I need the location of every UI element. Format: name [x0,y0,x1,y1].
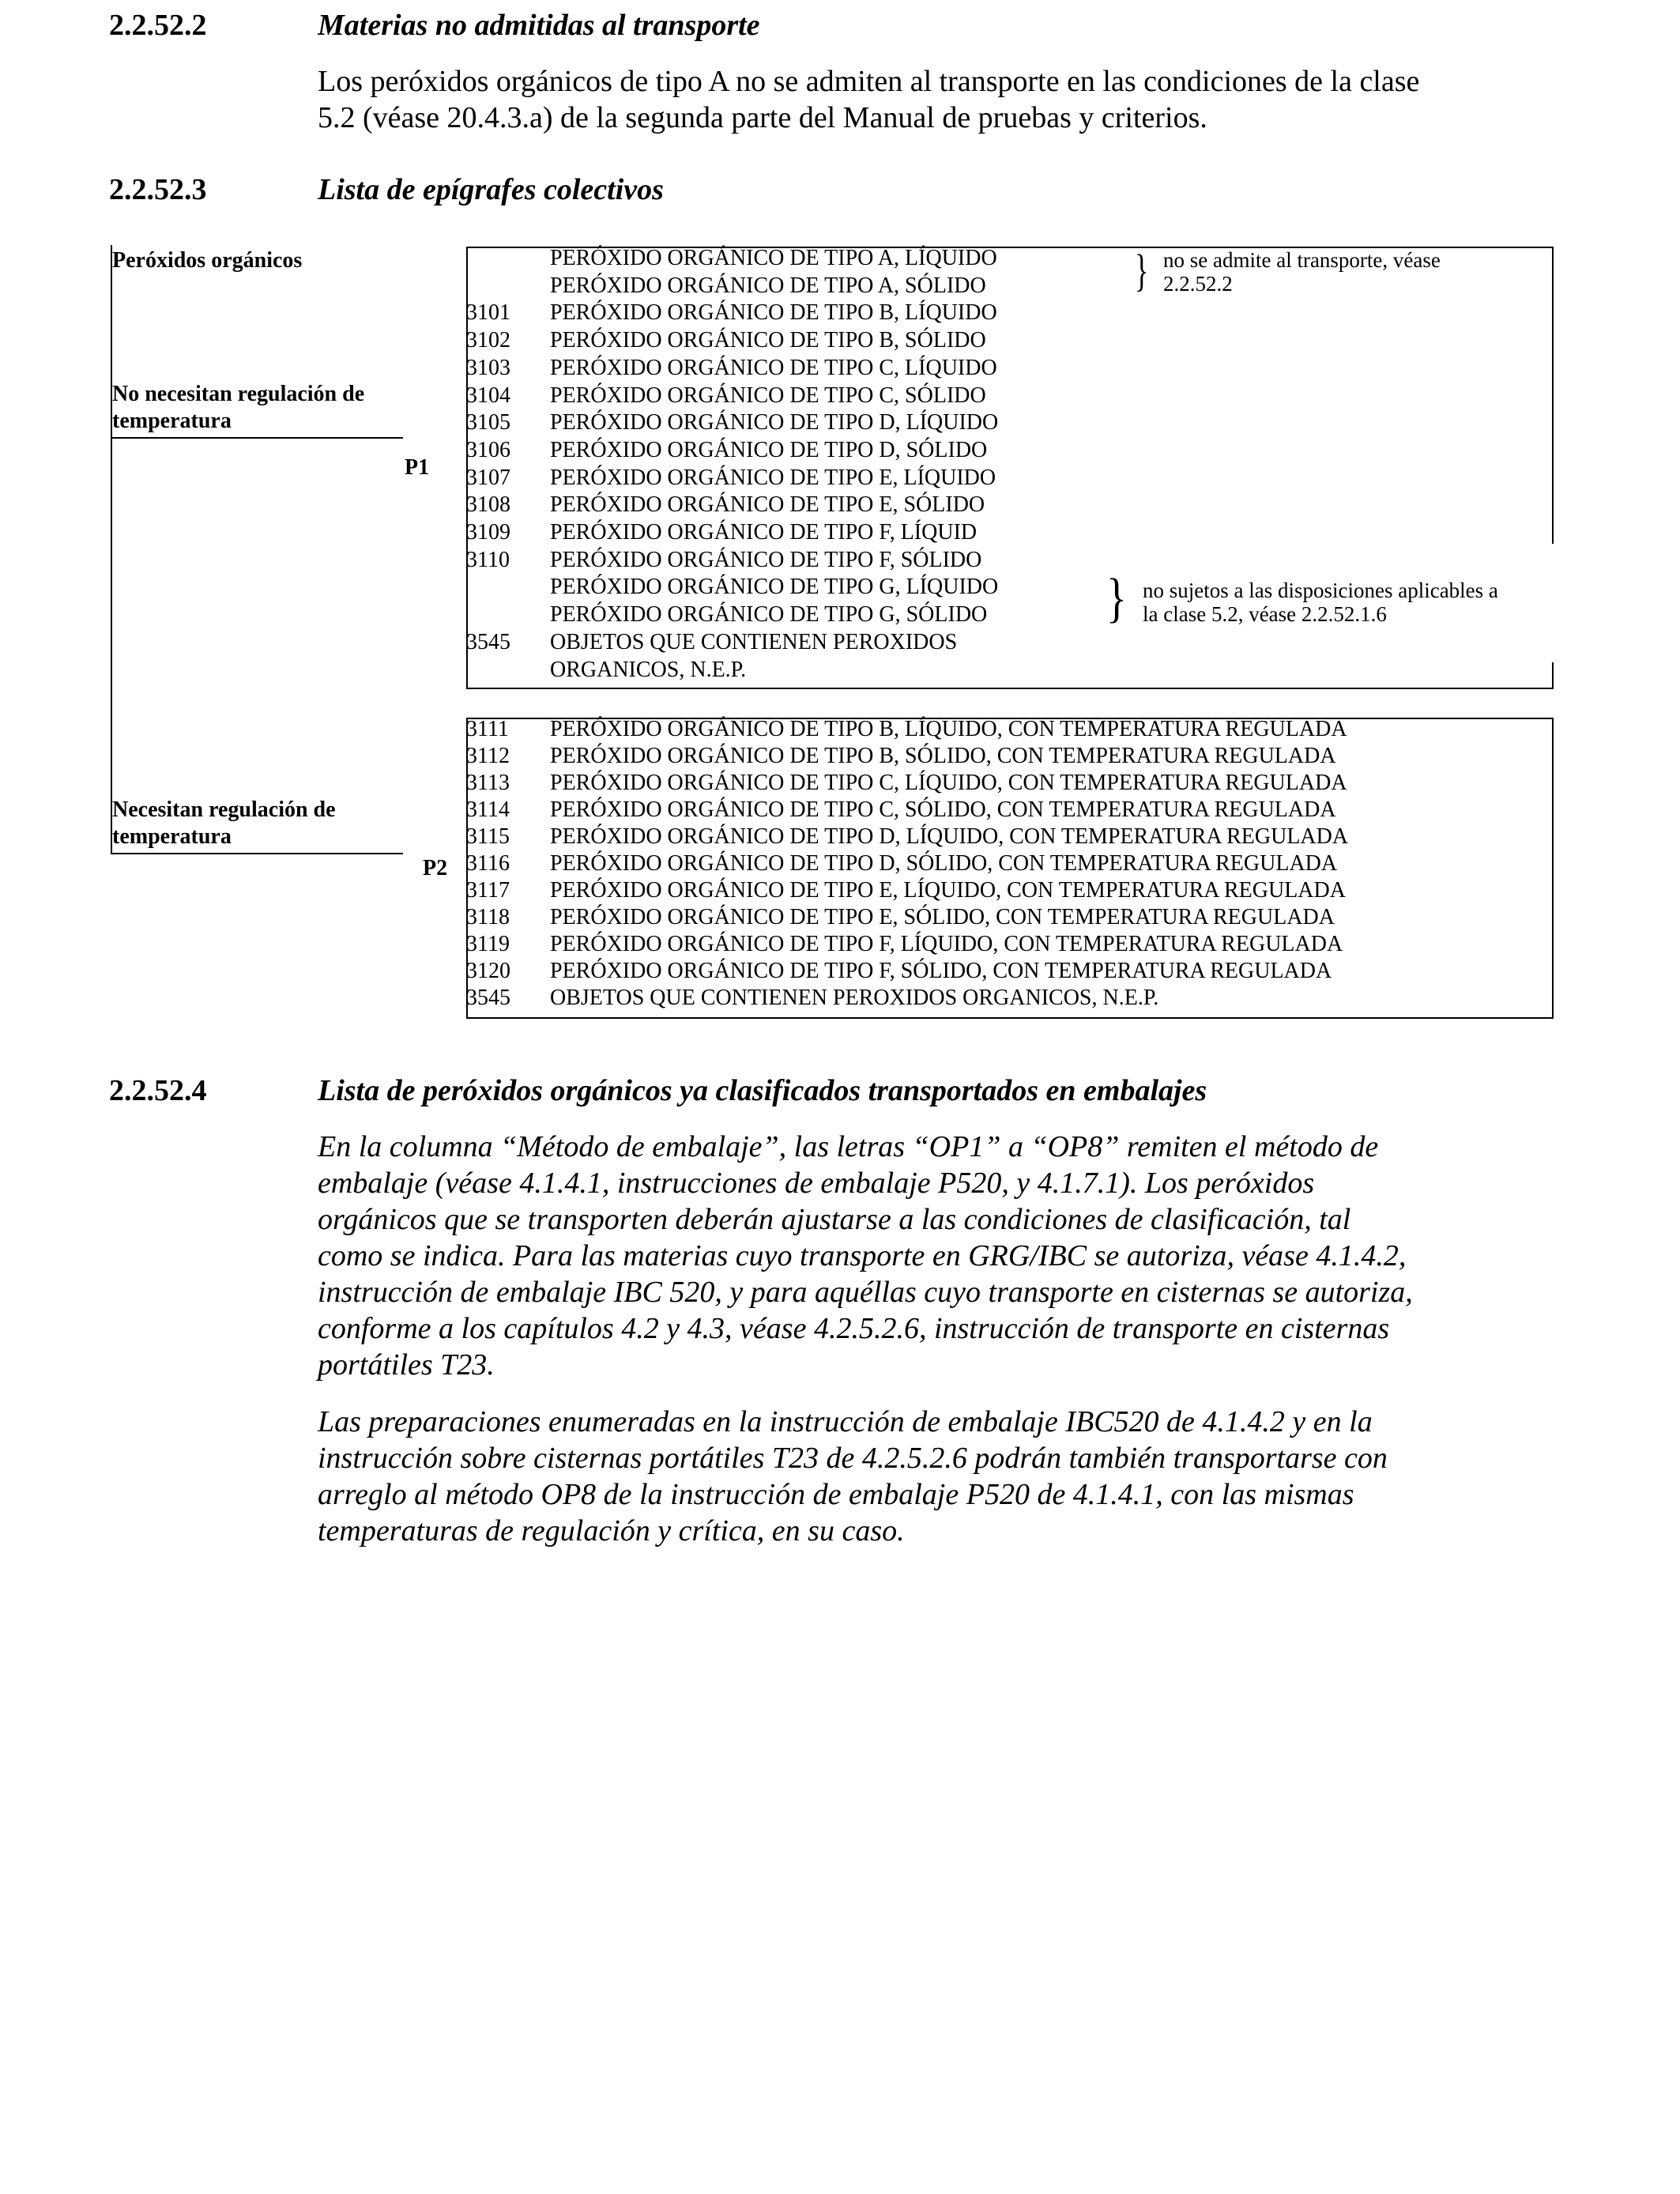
section-paragraph [318,1404,1479,1549]
entry-name: PERÓXIDO ORGÁNICO DE TIPO F, SÓLIDO, CON TEMPERATURA REGULADA [550,959,1332,983]
entry-name: PERÓXIDO ORGÁNICO DE TIPO F, LÍQUID [550,520,977,545]
paragraph-line: temperaturas de regulación y crítica, en su caso. [318,1514,905,1547]
collective-entries-diagram [0,0,1680,1027]
entry-name: PERÓXIDO ORGÁNICO DE TIPO B, LÍQUIDO [550,300,997,326]
un-number: 3111 [466,717,509,741]
paragraph-line: conforme a los capítulos 4.2 y 4.3, véase 4.2.5.2.6, instrucción de transporte en cisternas [318,1312,1390,1345]
branch-label-temperature-control [112,797,336,850]
un-number: 3108 [466,492,510,518]
entry-name: PERÓXIDO ORGÁNICO DE TIPO D, SÓLIDO, CON TEMPERATURA REGULADA [550,851,1338,876]
paragraph-line: embalaje (véase 4.1.4.1, instrucciones de embalaje P520, y 4.1.7.1). Los peróxidos [318,1167,1315,1200]
un-number: 3119 [466,932,510,956]
un-number: 3104 [466,383,510,408]
un-number: 3102 [466,328,510,353]
group-code-p2: P2 [423,856,448,880]
label-line: temperatura [112,409,232,433]
entry-name: PERÓXIDO ORGÁNICO DE TIPO B, LÍQUIDO, CON TEMPERATURA REGULADA [550,717,1347,741]
paragraph-line: instrucción sobre cisternas portátiles T23 de 4.2.5.2.6 podrán también transportarse con [318,1442,1388,1475]
tree-branch-line-p1 [111,437,403,439]
un-number: 3545 [466,986,510,1010]
un-number: 3116 [466,851,510,876]
note-line: la clase 5.2, véase 2.2.52.1.6 [1143,602,1387,626]
section-title: Lista de epígrafes colectivos [318,173,664,206]
un-number: 3112 [466,744,510,768]
label-line: Necesitan regulación de [112,797,336,822]
note-type-g [1143,579,1498,626]
entry-name: PERÓXIDO ORGÁNICO DE TIPO G, SÓLIDO [550,602,988,628]
entry-name: PERÓXIDO ORGÁNICO DE TIPO A, LÍQUIDO [550,246,997,270]
note-line: no sujetos a las disposiciones aplicables a [1143,579,1498,602]
entry-name: PERÓXIDO ORGÁNICO DE TIPO E, SÓLIDO [550,492,985,518]
brace-icon: } [1106,567,1127,628]
entry-name: PERÓXIDO ORGÁNICO DE TIPO E, LÍQUIDO, CON TEMPERATURA REGULADA [550,878,1346,903]
entry-name: PERÓXIDO ORGÁNICO DE TIPO D, SÓLIDO [550,437,988,462]
un-number: 3103 [466,355,510,380]
un-number: 3120 [466,959,510,983]
paragraph-line: instrucción de embalaje IBC 520, y para aquéllas cuyo transporte en cisternas se autoriza, [318,1276,1413,1309]
note-line: 2.2.52.2 [1163,272,1233,296]
section-paragraph [318,1129,1479,1383]
box-right-edge-lower [1552,662,1554,689]
section-title: Materias no admitidas al transporte [318,9,760,42]
entry-name: PERÓXIDO ORGÁNICO DE TIPO D, LÍQUIDO, CON TEMPERATURA REGULADA [550,824,1349,849]
note-type-a [1163,248,1441,296]
un-number: 3109 [466,520,510,545]
box-right-edge-upper [1552,247,1554,544]
entry-name: OBJETOS QUE CONTIENEN PEROXIDOS ORGANICOS, N.E.P. [550,986,1159,1010]
branch-label-no-temperature-control [112,381,364,435]
un-number: 3106 [466,437,510,462]
tree-branch-line-p2 [111,853,403,854]
entry-name: PERÓXIDO ORGÁNICO DE TIPO D, LÍQUIDO [550,410,999,435]
entry-name: PERÓXIDO ORGÁNICO DE TIPO C, LÍQUIDO [550,355,997,380]
un-number: 3545 [466,629,510,654]
paragraph-line: En la columna “Método de embalaje”, las letras “OP1” a “OP8” remiten el método de [318,1130,1379,1163]
entry-name: PERÓXIDO ORGÁNICO DE TIPO A, SÓLIDO [550,273,986,298]
entry-name: PERÓXIDO ORGÁNICO DE TIPO B, SÓLIDO, CON TEMPERATURA REGULADA [550,744,1336,768]
un-number: 3105 [466,410,510,435]
entry-name: ORGANICOS, N.E.P. [550,657,747,682]
un-number: 3118 [466,905,510,929]
label-line: No necesitan regulación de [112,382,365,406]
un-number: 3101 [466,300,510,326]
entry-name: PERÓXIDO ORGÁNICO DE TIPO C, SÓLIDO [550,383,986,408]
entry-name: PERÓXIDO ORGÁNICO DE TIPO F, SÓLIDO [550,547,982,572]
note-line: no se admite al transporte, véase [1163,248,1441,272]
paragraph-line: portátiles T23. [318,1348,495,1382]
paragraph-line: orgánicos que se transporten deberán ajustarse a las condiciones de clasificación, tal [318,1203,1351,1236]
un-number: 3115 [466,824,510,849]
entry-name: PERÓXIDO ORGÁNICO DE TIPO C, SÓLIDO, CON TEMPERATURA REGULADA [550,797,1336,822]
paragraph-line: Las preparaciones enumeradas en la instrucción de embalaje IBC520 de 4.1.4.2 y en la [318,1405,1373,1438]
paragraph-line: como se indica. Para las materias cuyo transporte en GRG/IBC se autoriza, véase 4.1.4.2, [318,1239,1407,1272]
un-number: 3107 [466,465,510,490]
un-number: 3117 [466,878,510,903]
section-title: Lista de peróxidos orgánicos ya clasificados transportados en embalajes [318,1074,1207,1107]
tree-vertical-line [111,245,112,854]
un-number: 3113 [466,771,510,795]
paragraph-line: Los peróxidos orgánicos de tipo A no se admiten al transporte en las condiciones de la clase [318,65,1420,98]
paragraph-line: arreglo al método OP8 de la instrucción de embalaje P520 de 4.1.4.1, con las mismas [318,1478,1354,1511]
section-number: 2.2.52.4 [109,1074,207,1107]
un-number: 3110 [466,547,510,572]
paragraph-line: 5.2 (véase 20.4.3.a) de la segunda parte del Manual de pruebas y criterios. [318,101,1207,134]
entry-name: PERÓXIDO ORGÁNICO DE TIPO F, LÍQUIDO, CON TEMPERATURA REGULADA [550,932,1343,956]
root-label: Peróxidos orgánicos [112,248,303,273]
entry-name: PERÓXIDO ORGÁNICO DE TIPO E, LÍQUIDO [550,465,996,490]
entry-name: PERÓXIDO ORGÁNICO DE TIPO C, LÍQUIDO, CON TEMPERATURA REGULADA [550,771,1347,795]
entry-name: OBJETOS QUE CONTIENEN PEROXIDOS [550,629,958,654]
entry-name: PERÓXIDO ORGÁNICO DE TIPO B, SÓLIDO [550,328,986,353]
section-number: 2.2.52.3 [109,173,207,206]
un-number: 3114 [466,797,510,822]
label-line: temperatura [112,824,232,849]
group-code-p1: P1 [405,455,430,480]
entry-name: PERÓXIDO ORGÁNICO DE TIPO E, SÓLIDO, CON TEMPERATURA REGULADA [550,905,1335,929]
entry-name: PERÓXIDO ORGÁNICO DE TIPO G, LÍQUIDO [550,575,999,600]
section-number: 2.2.52.2 [109,9,207,42]
brace-icon: } [1135,246,1149,296]
